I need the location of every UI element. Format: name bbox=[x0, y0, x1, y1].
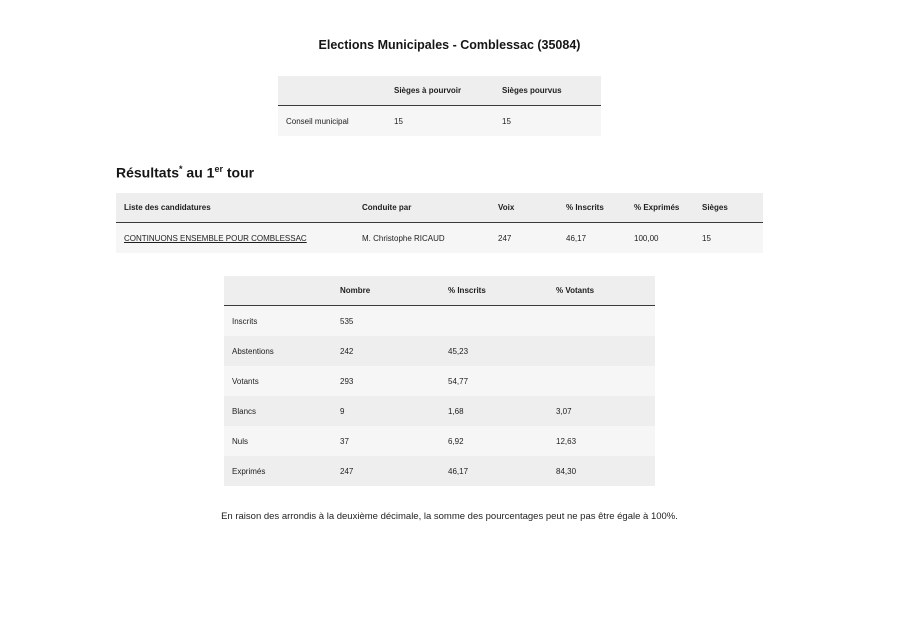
list-name-cell bbox=[116, 223, 354, 254]
page-title: Elections Municipales - Comblessac (35084) bbox=[318, 38, 581, 52]
seats-table bbox=[278, 76, 601, 136]
pct-registered-cell bbox=[440, 306, 548, 337]
pct-voters-cell: 12,63 bbox=[556, 436, 577, 446]
column-header-empty bbox=[224, 276, 332, 306]
column-header-pct-voters: % Votants bbox=[548, 276, 655, 306]
table-row bbox=[224, 426, 655, 456]
table-row bbox=[116, 223, 763, 254]
count-cell: 247 bbox=[340, 466, 354, 476]
pct-registered-cell: 54,77 bbox=[448, 376, 469, 386]
column-header-seats: Sièges bbox=[694, 193, 763, 223]
results-heading-ordinal: er bbox=[214, 164, 223, 174]
table-header-row bbox=[278, 76, 601, 106]
pct-registered-cell: 46,17 bbox=[566, 233, 587, 243]
results-heading bbox=[116, 164, 254, 181]
column-header-seats-filled: Sièges pourvus bbox=[494, 76, 601, 106]
column-header-empty bbox=[278, 76, 386, 106]
count-cell: 9 bbox=[340, 406, 345, 416]
count-cell: 293 bbox=[340, 376, 354, 386]
results-heading-suffix: tour bbox=[222, 164, 255, 181]
seats-to-fill-value: 15 bbox=[394, 116, 403, 126]
count-cell: 535 bbox=[340, 316, 354, 326]
column-header-votes: Voix bbox=[490, 193, 558, 223]
list-name-link[interactable]: CONTINUONS ENSEMBLE POUR COMBLESSAC bbox=[124, 233, 307, 243]
pct-registered-cell: 6,92 bbox=[448, 436, 464, 446]
pct-voters-cell: 3,07 bbox=[556, 406, 572, 416]
results-heading-prefix: Résultats bbox=[116, 164, 180, 181]
count-cell: 37 bbox=[340, 436, 349, 446]
candidates-table bbox=[116, 193, 763, 253]
table-row bbox=[224, 366, 655, 396]
table-header-row bbox=[116, 193, 763, 223]
leader-cell: M. Christophe RICAUD bbox=[362, 233, 445, 243]
column-header-seats-to-fill: Sièges à pourvoir bbox=[386, 76, 494, 106]
participation-table bbox=[224, 276, 655, 486]
pct-expressed-cell: 100,00 bbox=[634, 233, 659, 243]
table-row bbox=[224, 396, 655, 426]
row-label: Nuls bbox=[232, 436, 249, 446]
results-heading-middle: au 1 bbox=[182, 164, 215, 181]
row-label: Votants bbox=[232, 376, 259, 386]
rounding-footnote: En raison des arrondis à la deuxième décimale, la somme des pourcentages peut ne pas être égale à 100%. bbox=[221, 511, 678, 522]
row-label: Blancs bbox=[232, 406, 257, 416]
column-header-pct-registered: % Inscrits bbox=[558, 193, 626, 223]
pct-registered-cell: 1,68 bbox=[448, 406, 464, 416]
pct-voters-cell bbox=[548, 366, 655, 396]
pct-voters-cell bbox=[548, 306, 655, 337]
table-row bbox=[224, 456, 655, 486]
column-header-list: Liste des candidatures bbox=[116, 193, 354, 223]
count-cell: 242 bbox=[340, 346, 354, 356]
table-row bbox=[224, 306, 655, 337]
seats-filled-value: 15 bbox=[502, 116, 511, 126]
results-heading-asterisk: * bbox=[179, 164, 183, 174]
votes-cell: 247 bbox=[498, 233, 512, 243]
pct-voters-cell: 84,30 bbox=[556, 466, 577, 476]
column-header-count: Nombre bbox=[332, 276, 440, 306]
row-label: Conseil municipal bbox=[286, 116, 349, 126]
table-header-row bbox=[224, 276, 655, 306]
row-label: Inscrits bbox=[232, 316, 258, 326]
pct-registered-cell: 45,23 bbox=[448, 346, 469, 356]
table-row bbox=[278, 106, 601, 137]
seats-cell: 15 bbox=[702, 233, 711, 243]
column-header-leader: Conduite par bbox=[354, 193, 490, 223]
table-row bbox=[224, 336, 655, 366]
pct-registered-cell: 46,17 bbox=[448, 466, 469, 476]
pct-voters-cell bbox=[548, 336, 655, 366]
row-label: Exprimés bbox=[232, 466, 266, 476]
column-header-pct-expressed: % Exprimés bbox=[626, 193, 694, 223]
column-header-pct-registered: % Inscrits bbox=[440, 276, 548, 306]
row-label: Abstentions bbox=[232, 346, 274, 356]
